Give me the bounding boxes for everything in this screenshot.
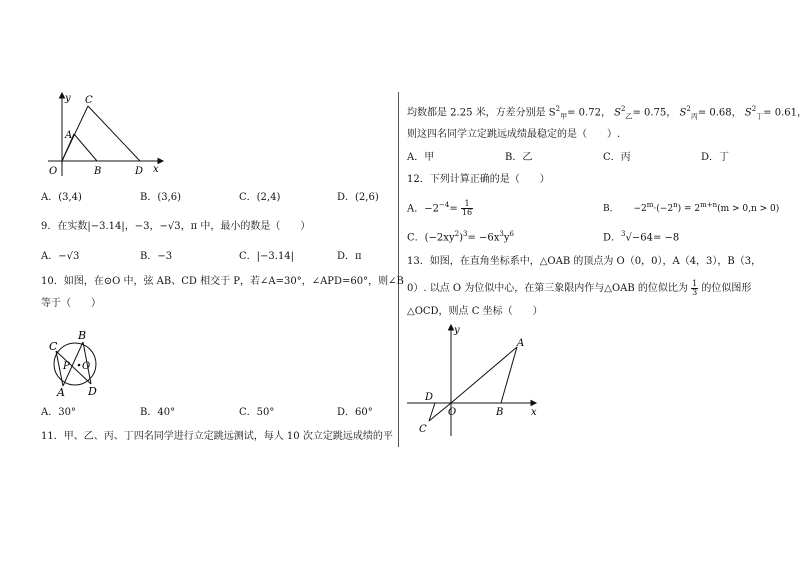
q12-option-a[interactable]: [407, 199, 473, 217]
q10-label-p: P: [63, 361, 70, 372]
q9-option-c-text: |−3.14|: [256, 251, 295, 262]
q13-label-d: D: [425, 392, 434, 403]
q12-option-a-exp: −4: [438, 201, 450, 209]
q10-option-d-text: 60°: [355, 407, 373, 418]
q11-option-b-letter: B．: [505, 152, 523, 163]
q10-option-b-text: 40°: [157, 407, 176, 418]
q12-option-a-base: −2: [424, 203, 439, 215]
q10-option-b-letter: B．: [140, 407, 158, 418]
q12-option-a-eq: =: [449, 203, 458, 215]
q10-label-b: B: [78, 329, 87, 342]
q10-option-d[interactable]: [337, 406, 373, 419]
q10-number: 10．: [41, 276, 64, 287]
q12-option-d[interactable]: [603, 228, 679, 244]
q9-option-a-text: −√3: [58, 251, 80, 262]
q11-option-b[interactable]: [505, 151, 532, 164]
q8-option-d-text: (2,6): [355, 192, 379, 203]
q13-stem-text1: 如图，在直角坐标系中，△OAB 的顶点为 O（0，0），A（4，3），B（3，: [429, 256, 762, 267]
q12-option-d-index: 3: [621, 230, 626, 238]
q11-stem-text1: 甲、乙、丙、丁四名同学进行立定跳远测试，每人 10 次立定跳远成绩的平: [63, 431, 393, 442]
q13-segment-ab: [501, 347, 517, 403]
q8-option-c-text: (2,4): [256, 192, 281, 203]
q12-option-c-exp1: 2: [454, 230, 460, 238]
q11-sq-ding: 2: [751, 105, 757, 113]
q13-label-o: O: [448, 407, 457, 418]
q13-ratio-den: 3: [692, 288, 698, 297]
q9-option-d-text: π: [355, 251, 362, 262]
q12-option-b-exp1: m: [646, 201, 654, 209]
q12-option-a-num: 1: [461, 200, 473, 209]
q11-eq-jia: = 0.72，: [567, 107, 611, 119]
q12-option-c-base: (−2xy: [424, 232, 455, 244]
q8-option-d[interactable]: [337, 191, 379, 204]
q13-y-arrow: [449, 325, 454, 330]
q13-figure: [405, 320, 545, 440]
q13-segment-oa: [451, 347, 517, 403]
q11-option-c-letter: C．: [603, 152, 621, 163]
q8-label-b: B: [94, 166, 102, 177]
q11-stem-text2: 均数都是 2.25 米，方差分别是 S: [407, 107, 556, 119]
q12-option-b[interactable]: [603, 199, 779, 216]
q8-label-y: y: [65, 93, 71, 104]
q10-figure: [46, 326, 106, 398]
q13-ratio-num: 1: [692, 279, 698, 288]
q10-center-dot: [78, 364, 81, 367]
q11-s-ding: S: [744, 107, 752, 119]
q9-option-d-letter: D．: [337, 251, 356, 262]
q13-label-b: B: [496, 407, 504, 418]
q10-option-a-letter: A．: [41, 407, 59, 418]
q8-segment-cd: [88, 106, 140, 161]
q12-option-c-exp3: 3: [499, 230, 504, 238]
q11-var-ding: 丁: [756, 112, 764, 121]
q10-option-c-text: 50°: [256, 407, 275, 418]
q13-label-x: x: [531, 407, 537, 418]
q11-s-yi: S: [614, 107, 621, 119]
q9-stem-part2: ，π 中，最小的数是（ ）: [180, 221, 311, 232]
q11-option-d-text: 丁: [719, 152, 730, 163]
q10-label-d: D: [88, 385, 97, 398]
q12-option-b-mid: ·(−2: [653, 204, 674, 214]
q11-option-a-text: 甲: [424, 152, 435, 163]
q12-option-c-letter: C．: [407, 232, 425, 244]
column-divider: [398, 92, 399, 447]
q12-option-d-root: √−64: [625, 232, 653, 244]
q13-stem-line2: [407, 280, 751, 297]
q13-stem-text2a: 0）. 以点 O 为位似中心，在第三象限内作与△OAB 的位似比为: [407, 283, 688, 294]
q10-label-c: C: [49, 340, 58, 353]
q9-stem-part1: 在实数|−3.14|，−3，: [57, 221, 160, 232]
q13-label-a: A: [517, 338, 525, 349]
q12-stem-text: 下列计算正确的是（ ）: [429, 174, 550, 185]
q11-var-yi: 乙: [625, 112, 633, 121]
q9-option-d[interactable]: [337, 250, 362, 263]
q9-sqrt3: −√3: [159, 221, 181, 232]
q12-option-c-exp4: 6: [509, 230, 514, 238]
q13-label-c: C: [419, 424, 427, 435]
q12-option-d-eq: = −8: [652, 232, 680, 244]
q8-option-d-letter: D．: [337, 192, 356, 203]
q8-label-x: x: [153, 164, 159, 175]
q9-option-a[interactable]: [41, 250, 79, 263]
q12-option-a-fraction: [461, 200, 473, 217]
q11-s-bing: S: [679, 107, 687, 119]
q12-option-b-letter: B．: [603, 204, 619, 214]
q12-stem: [407, 173, 550, 186]
q11-stem-line1: [41, 430, 393, 443]
q12-option-c[interactable]: [407, 228, 514, 244]
q11-eq-bing: = 0.68，: [697, 107, 742, 119]
q11-option-b-text: 乙: [522, 152, 533, 163]
q9-option-a-letter: A．: [41, 251, 59, 262]
q9-option-c-letter: C．: [239, 251, 257, 262]
q8-label-c: C: [85, 95, 93, 106]
q8-segment-ab: [74, 134, 97, 161]
q10-option-d-letter: D．: [337, 407, 356, 418]
q11-option-a-letter: A．: [407, 152, 425, 163]
q11-number: 11．: [41, 431, 64, 442]
q10-label-a: A: [57, 386, 65, 399]
q12-option-b-exp2: n: [673, 201, 678, 209]
q13-stem-line3: △OCD，则点 C 坐标（ ）: [407, 306, 543, 317]
q8-label-o: O: [49, 166, 58, 177]
q11-var-jia: 甲: [560, 112, 568, 121]
q13-label-y: y: [454, 325, 460, 336]
q12-option-c-eq: = −6x: [467, 232, 500, 244]
q8-option-a-letter: A．: [41, 192, 59, 203]
q9-stem: [41, 220, 310, 233]
q11-stem-line2: [407, 103, 807, 123]
q8-option-c-letter: C．: [239, 192, 257, 203]
q11-sq-jia: 2: [555, 105, 561, 113]
q10-label-o: O: [82, 361, 91, 372]
q10-option-a[interactable]: [41, 406, 76, 419]
q11-sq-bing: 2: [686, 105, 691, 113]
q8-label-a: A: [65, 130, 73, 141]
q8-x-arrow: [158, 159, 163, 164]
q11-eq-ding: = 0.61，: [763, 107, 807, 119]
q9-option-b-text: −3: [157, 251, 173, 262]
q8-option-b-text: (3,6): [157, 192, 182, 203]
q8-option-b-letter: B．: [140, 192, 158, 203]
q8-figure: [40, 88, 165, 180]
q12-number: 12．: [407, 174, 430, 185]
q12-option-c-exp2: 3: [462, 230, 468, 238]
q9-option-b[interactable]: [140, 250, 172, 263]
q8-y-arrow: [60, 93, 65, 98]
q11-option-c[interactable]: [603, 151, 631, 164]
q10-stem-line2: 等于（ ）: [41, 298, 101, 309]
q8-option-a[interactable]: [41, 191, 82, 204]
q8-label-d: D: [135, 166, 144, 177]
q10-option-a-text: 30°: [58, 407, 76, 418]
q13-stem-line1: [407, 255, 761, 268]
q12-option-d-letter: D．: [603, 232, 622, 244]
q9-option-b-letter: B．: [140, 251, 158, 262]
q8-option-a-text: (3,4): [58, 192, 82, 203]
q9-number: 9．: [41, 221, 58, 232]
q10-stem-text1: 如图，在⊙O 中，弦 AB、CD 相交于 P，若∠A=30°，∠APD=60°，则∠B: [63, 276, 404, 287]
q12-option-c-y: y: [503, 232, 510, 244]
q11-option-d[interactable]: [701, 151, 729, 164]
q9-option-c[interactable]: [239, 250, 294, 263]
q12-option-b-exp3: m+n: [700, 201, 718, 209]
q12-option-b-base: −2: [633, 204, 647, 214]
q12-option-a-letter: A．: [407, 203, 425, 215]
q10-option-c-letter: C．: [239, 407, 257, 418]
q8-option-b[interactable]: [140, 191, 181, 204]
q13-number: 13．: [407, 256, 430, 267]
q11-sq-yi: 2: [621, 105, 626, 113]
q13-ratio-fraction: [691, 280, 698, 297]
q12-option-b-eq: ) = 2: [677, 204, 701, 214]
q11-eq-yi: = 0.75，: [632, 107, 677, 119]
q11-option-c-text: 丙: [620, 152, 631, 163]
q10-stem-line1: [41, 275, 404, 288]
q12-option-c-mid: ): [459, 232, 463, 244]
q10-option-c[interactable]: [239, 406, 274, 419]
q12-option-b-cond: (m > 0,n > 0): [717, 204, 780, 214]
q11-stem-line3: 则这四名同学立定跳远成绩最稳定的是（ ）.: [407, 129, 621, 140]
q11-option-a[interactable]: [407, 151, 434, 164]
q11-var-bing: 丙: [690, 112, 698, 121]
q10-option-b[interactable]: [140, 406, 175, 419]
q8-option-c[interactable]: [239, 191, 280, 204]
q12-option-a-den: 16: [461, 208, 473, 218]
q11-option-d-letter: D．: [701, 152, 720, 163]
q13-stem-text2b: 的位似图形: [701, 283, 752, 294]
q13-x-arrow: [531, 401, 536, 406]
